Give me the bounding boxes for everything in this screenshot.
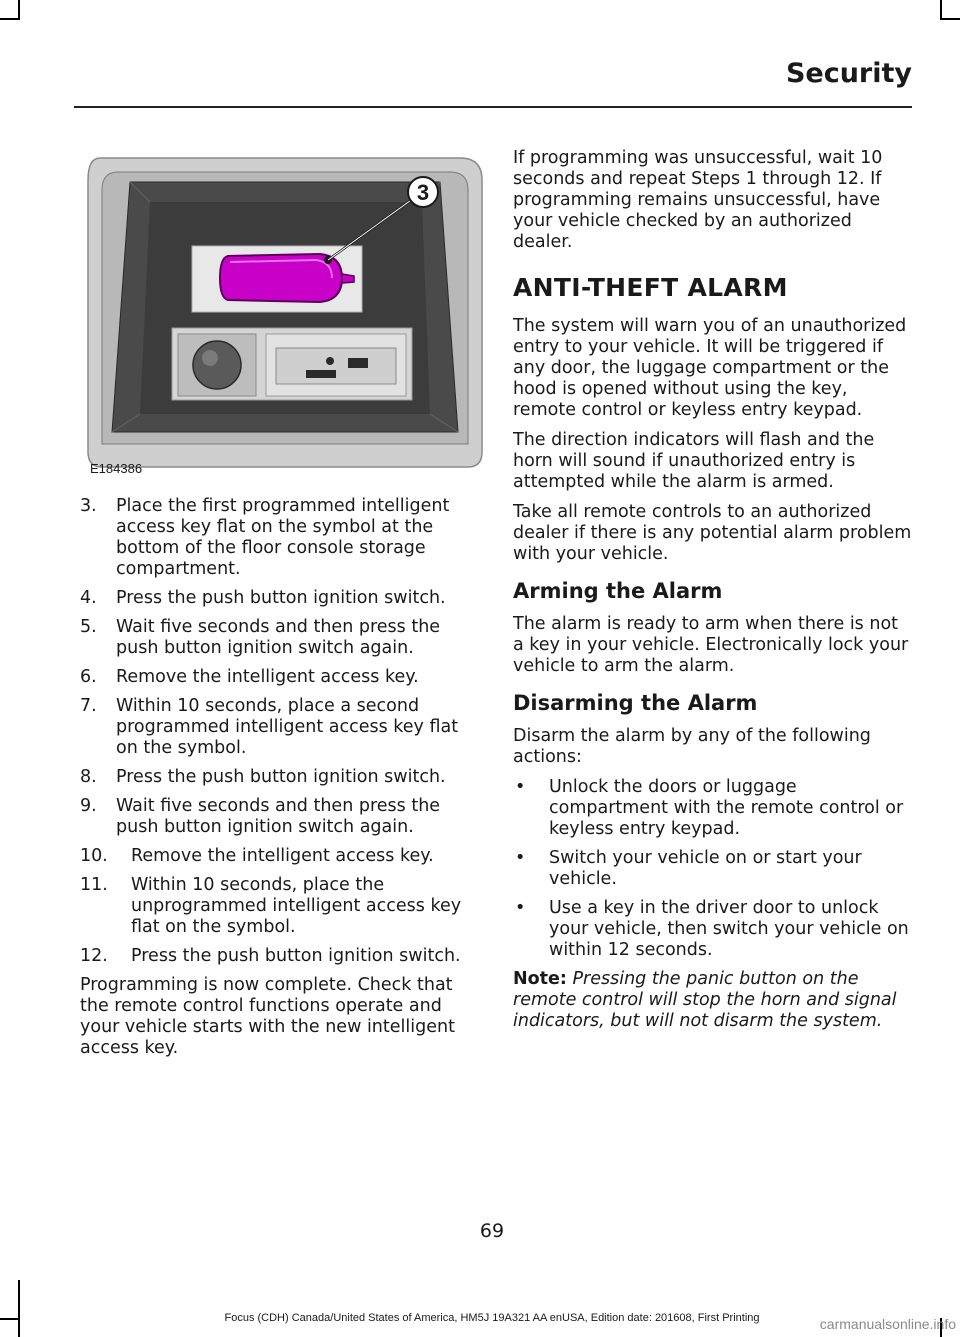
disarming-text: Disarm the alarm by any of the following actions: <box>513 726 871 767</box>
step-text: Wait five seconds and then press the push button ignition switch again. <box>116 617 441 658</box>
step-item <box>80 946 480 967</box>
step-text: Within 10 seconds, place the unprogrammed intelligent access key flat on the symbol. <box>131 875 462 937</box>
step-number: 11. <box>80 875 108 895</box>
bullet-symbol: • <box>515 777 526 797</box>
step-number: 7. <box>80 696 97 716</box>
bullet-symbol: • <box>515 848 526 868</box>
step-text: Remove the intelligent access key. <box>116 667 419 687</box>
step-text: Within 10 seconds, place a second programmed intelligent access key flat on the symbol. <box>116 696 459 758</box>
crop-mark-top-left-h <box>0 18 20 20</box>
step-text: Wait five seconds and then press the push button ignition switch again. <box>116 796 441 837</box>
step-item <box>80 496 480 580</box>
page-number: 69 <box>479 1220 505 1242</box>
intelligent-access-key-icon <box>220 254 354 302</box>
crop-mark-top-right-v <box>940 0 942 20</box>
step-number: 5. <box>80 617 97 637</box>
alarm-paragraph-1: The system will warn you of an unauthorized entry to your vehicle. It will be triggered if any door, the luggage compartment or the hood is opened without using the key, remote control or keyless entry keypad. <box>513 316 907 420</box>
list-item <box>513 848 913 890</box>
step-number: 3. <box>80 496 97 516</box>
figure-id: E184386 <box>90 461 143 476</box>
section-heading-anti-theft: ANTI-THEFT ALARM <box>513 273 788 302</box>
step-text: Remove the intelligent access key. <box>131 846 434 866</box>
crop-mark-top-right-h <box>940 18 960 20</box>
right-column <box>513 148 913 1041</box>
step-number: 8. <box>80 767 97 787</box>
step-number: 4. <box>80 588 97 608</box>
bullet-symbol: • <box>515 898 526 918</box>
programming-complete-text: Programming is now complete. Check that the remote control functions operate and your vehicle starts with the new intelligent access key. <box>80 975 455 1058</box>
left-column <box>80 496 480 1068</box>
step-number: 12. <box>80 946 108 966</box>
step-item <box>80 667 480 688</box>
programming-steps <box>80 496 480 967</box>
page-header-title: Security <box>785 58 912 89</box>
alarm-paragraph-3: Take all remote controls to an authorized dealer if there is any potential alarm problem with your vehicle. <box>513 502 912 564</box>
list-item-text: Use a key in the driver door to unlock your vehicle, then switch your vehicle on within 12 seconds. <box>549 898 909 960</box>
step-text: Place the first programmed intelligent access key flat on the symbol at the bottom of the floor console storage compartment. <box>116 496 450 579</box>
step-item <box>80 696 480 759</box>
subheading-arming: Arming the Alarm <box>513 579 723 603</box>
step-text: Press the push button ignition switch. <box>131 946 461 966</box>
list-item-text: Switch your vehicle on or start your vehicle. <box>549 848 862 889</box>
unsuccessful-text: If programming was unsuccessful, wait 10 seconds and repeat Steps 1 through 12. If programming remains unsuccessful, have your vehicle checked by an authorized dealer. <box>513 148 883 252</box>
step-item <box>80 617 480 659</box>
list-item <box>513 777 913 840</box>
step-item <box>80 767 480 788</box>
crop-mark-bottom-left-v <box>18 1280 20 1337</box>
callout-3-badge <box>408 177 438 207</box>
disarm-actions-list <box>513 777 913 961</box>
step-item <box>80 846 480 867</box>
list-item-text: Unlock the doors or luggage compartment with the remote control or keyless entry keypad. <box>549 777 904 839</box>
step-item <box>80 588 480 609</box>
console-storage-figure <box>80 152 490 477</box>
crop-mark-top-left-v <box>18 0 20 20</box>
step-number: 9. <box>80 796 97 816</box>
step-item <box>80 875 480 938</box>
subheading-disarming: Disarming the Alarm <box>513 691 758 715</box>
note-label: Note: <box>513 969 567 989</box>
footer-text: Focus (CDH) Canada/United States of America, HM5J 19A321 AA enUSA, Edition date: 201608, First Printing <box>224 1312 760 1324</box>
alarm-paragraph-2: The direction indicators will flash and the horn will sound if unauthorized entry is attempted while the alarm is armed. <box>513 430 875 492</box>
step-number: 6. <box>80 667 97 687</box>
arming-text: The alarm is ready to arm when there is not a key in your vehicle. Electronically lock your vehicle to arm the alarm. <box>513 614 909 676</box>
watermark: carmanualsonline.info <box>819 1316 956 1332</box>
header-rule <box>74 106 912 108</box>
step-text: Press the push button ignition switch. <box>116 588 446 608</box>
note <box>513 969 913 1032</box>
note-text: Pressing the panic button on the remote control will stop the horn and signal indicators, but will not disarm the system. <box>513 969 897 1031</box>
list-item <box>513 898 913 961</box>
step-number: 10. <box>80 846 108 866</box>
step-item <box>80 796 480 838</box>
step-text: Press the push button ignition switch. <box>116 767 446 787</box>
callout-number: 3 <box>416 180 430 205</box>
